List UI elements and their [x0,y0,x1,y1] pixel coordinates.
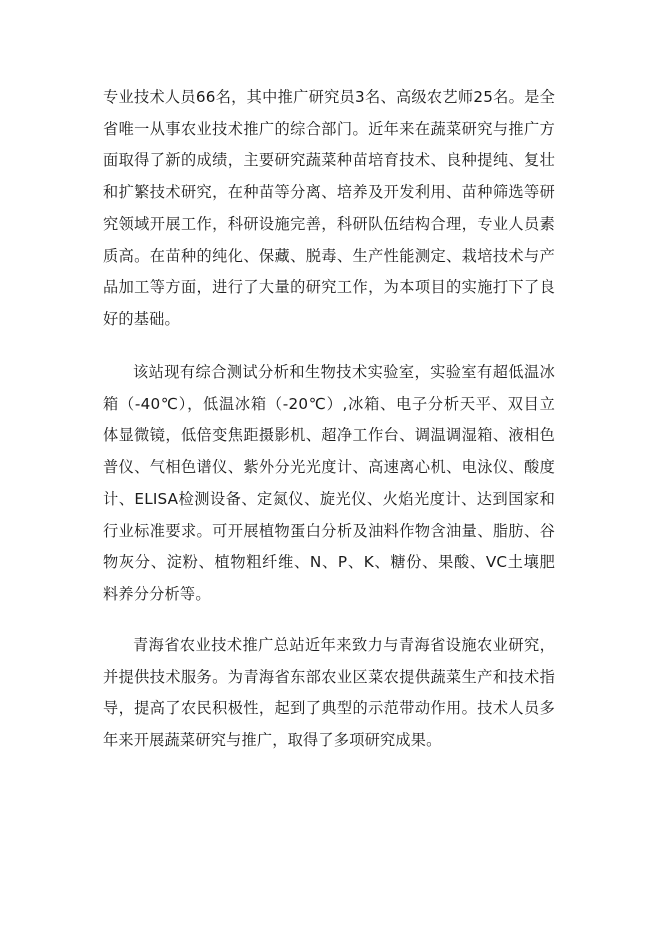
paragraph-laboratory-equipment: 该站现有综合测试分析和生物技术实验室，实验室有超低温冰箱（-40℃），低温冰箱（-20℃）,冰箱、电子分析天平、双目立体显微镜，低倍变焦距摄影机、超净工作台、调温调湿箱、液相色普仪、气相色谱仪、紫外分光光度计、高速离心机、电泳仪、酸度计、ELISA检测设备、定氮仪、旋光仪、火焰光度计、达到国家和行业标准要求。可开展植物蛋白分析及油料作物含油量、脂肪、谷物灰分、淀粉、植物粗纤维、N、P、K、糖份、果酸、VC土壤肥料养分分析等。 [103,363,555,603]
paragraph-staff-and-research: 专业技术人员66名，其中推广研究员3名、高级农艺师25名。是全省唯一从事农业技术推广的综合部门。近年来在蔬菜研究与推广方面取得了新的成绩，主要研究蔬菜种苗培育技术、良种提纯、复壮和扩繁技术研究，在种苗等分离、培养及开发利用、苗种筛选等研究领域开展工作，科研设施完善，科研队伍结构合理，专业人员素质高。在苗种的纯化、保藏、脱毒、生产性能测定、栽培技术与产品加工等方面，进行了大量的研究工作，为本项目的实施打下了良好的基础。 [103,88,555,328]
paragraph-technical-service: 青海省农业技术推广总站近年来致力与青海省设施农业研究，并提供技术服务。为青海省东部农业区菜农提供蔬菜生产和技术指导，提高了农民积极性，起到了典型的示范带动作用。技术人员多年来开展蔬菜研究与推广，取得了多项研究成果。 [103,636,555,750]
